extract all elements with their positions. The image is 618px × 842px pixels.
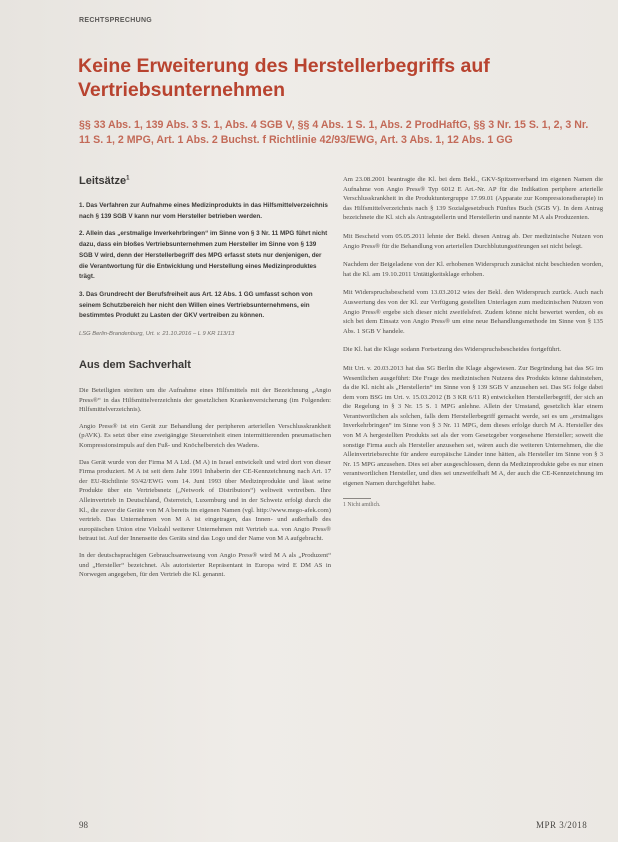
right-paragraph-1: Am 23.08.2001 beantragte die Kl. bei dem Bekl., GKV-Spitzenverband im eigenen Namen die Aufnahme von Angio Press® Typ 6012 E Art.-Nr. AP für die Indikation periphere arterielle Verschlusskrankheit in die Produktuntergruppe 17.99.01 (Apparate zur Kompressionstherapie) in das Hilfsmittelverzeichnis nach § 139 Sozialgesetzbuch Fünftes Buch (SGB V). In dem Antrag bezeichnete die Kl. sich als Antragstellerin und Herstellerin und nannte M A als Produzenten. (343, 176, 603, 222)
article-title: Keine Erweiterung des Herstellerbegriffs auf Vertriebsunternehmen (78, 55, 490, 101)
right-column (343, 175, 603, 508)
sachverhalt-body (79, 386, 331, 580)
right-paragraph-2: Mit Bescheid vom 05.05.2011 lehnte der Bekl. diesen Antrag ab. Der medizinische Nutzen von Angio Press® für die Behandlung von arteriellen Durchblutungsstörungen sei nicht belegt. (343, 232, 603, 250)
left-column (79, 175, 331, 587)
footnote: 1 Nicht amtlich. (343, 501, 381, 508)
sachverhalt-paragraph-1: Die Beteiligten streiten um die Aufnahme eines Hilfsmittels mit der Bezeichnung „Angio Press®“ in das Hilfsmittelverzeichnis der gesetzlichen Krankenversicherung (im Folgenden: Hilfsmittelverzeichnis). (79, 387, 331, 414)
footnote-marker: 1 (126, 175, 130, 182)
right-paragraph-3: Nachdem der Beigeladene von der Kl. erhobenen Widerspruch zunächst nicht beschieden worden, hat die Kl. am 19.10.2011 Untätigkeitsklage erhoben. (343, 261, 603, 278)
leitsaetze-list (79, 201, 331, 322)
leitsatz-2: 2. Allein das „erstmalige Inverkehrbringen“ im Sinne von § 3 Nr. 11 MPG führt nicht dazu, dass ein bloßes Vertriebsunternehmen zum Hersteller im Sinne von § 139 SGB V wird, denn der Herstellerbegriff des MPG erfasst stets nur denjenigen, der die Verantwortung für die Entwicklung und Herstellung eines Medizinproduktes trägt. (79, 230, 328, 281)
leitsaetze-heading-text: Leitsätze (79, 175, 127, 187)
leitsatz-1: 1. Das Verfahren zur Aufnahme eines Medizinprodukts in das Hilfsmittelverzeichnis nach § 139 SGB V kann nur vom Hersteller betrieben werden. (79, 202, 328, 220)
leitsatz-3: 3. Das Grundrecht der Berufsfreiheit aus Art. 12 Abs. 1 GG umfasst schon von seinem Schutzbereich her nicht den Willen eines Vertriebsunternehmens, ein bestimmtes Produkt zu Lasten der GKV vertreiben zu können. (79, 290, 313, 320)
journal-issue: MPR 3/2018 (536, 820, 588, 830)
sachverhalt-paragraph-3: Das Gerät wurde von der Firma M A Ltd. (M A) in Israel entwickelt und wird dort von dieser Firma produziert. M A ist seit dem Jahr 1991 Inhaberin der CE-Kennzeichnung nach Art. 17 der EU-Richtlinie 93/42/EWG vom 14. Juni 1993 über Medizinprodukte und lässt seine Produkte über ein Vertriebsnetz („Network of Distributors“) weltweit vertreiben. Ihre Alleinvertrieb in Deutschland, Österreich, Luxemburg und in der Schweiz erfolgt durch die Kl., die zuvor die Geräte von M A bereits im eigenen Namen (vgl. http://www.mego-afek.com) vertrieb. Das Unternehmen von M A ist eingetragen, das Innen- und außerhalb des europäischen Union eine Vielzahl weiterer Unternehmen mit Vertrieb u.a. von Angio Press® betraut ist. Auf der Innenseite des Geräts sind das Logo und der Name von M A aufgebracht. (79, 458, 331, 543)
sachverhalt-paragraph-4: In der deutschsprachigen Gebrauchsanweisung von Angio Press® wird M A als „Produzent“ und „Hersteller“ bezeichnet. Als autorisierter Repräsentant in Europa wird E DM AS in Norwegen angegeben, für den Vertrieb die Kl. genannt. (79, 551, 331, 579)
leitsaetze-heading (79, 175, 331, 187)
norm-references: §§ 33 Abs. 1, 139 Abs. 3 S. 1, Abs. 4 SGB V, §§ 4 Abs. 1 S. 1, Abs. 2 ProdHaftG, §§ 3 Nr. 15 S. 1, 2, 3 Nr. 11 S. 1, 2 MPG, Art. 1 Abs. 2 Buchst. f Richtlinie 42/93/EWG, Art. 3 Abs. 1, 12 Abs. 1 GG (79, 119, 589, 146)
right-paragraph-4: Mit Widerspruchsbescheid vom 13.03.2012 wies der Bekl. den Widerspruch zurück. Auch nach Auswertung des von der Kl. zur Verfügung gestellten Unterlagen zum medizinischen Nutzen von Angio Press® ergebe sich dieser nicht zweifelsfrei. Zudem könne nicht bewertet werden, ob es sich bei dem Einsatz von Angio Press® um eine neue Behandlungsmethode im Sinne von § 135 Abs. 1 SGB V handele. (343, 289, 603, 335)
page-number: 98 (79, 820, 88, 830)
court-citation: LSG Berlin-Brandenburg, Urt. v. 21.10.2016 – L 9 KR 113/13 (79, 331, 235, 338)
sachverhalt-paragraph-2: Angio Press® ist ein Gerät zur Behandlung der peripheren arteriellen Verschlusskrankheit (pAVK). Es setzt über eine zweigängige Steuereinheit einen intermittierenden pneumatischen Kompressionsimpuls auf den Fuß- und Knöchelbereich des Wadens. (79, 422, 331, 449)
sachverhalt-heading: Aus dem Sachverhalt (79, 359, 191, 372)
right-paragraph-5: Die Kl. hat die Klage sodann Fortsetzung des Widerspruchsbescheides fortgeführt. (343, 346, 562, 354)
footnote-divider (343, 498, 371, 499)
section-rubric: RECHTSPRECHUNG (79, 17, 153, 24)
right-paragraph-6: Mit Urt. v. 20.03.2013 hat das SG Berlin die Klage abgewiesen. Zur Begründung hat das SG im Wesentlichen ausgeführt: Die Frage des medizinischen Nutzens des Produkts könne dahinstehen, da die Kl. nicht als „Herstellerin“ im Sinne von § 139 SGB V anzusehen sei. Das SG folge dabei dem vom BSG im Urt. v. 15.03.2012 (B 3 KR 6/11 R) entwickelten Herstellerbegriff, der sich an die Regelung in § 3 Nr. 15 S. 1 MPG anlehne. Allein der Umstand, gesetzlich klar einem Verantwortlichen als solchen, falls dem Herstellerbegriff gemacht werde, sei es um „erstmaliges Inverkehrbringen“ im Sinne von § 3 Nr. 11 MPG, dem dieses erfolge durch M A. Hersteller des von M A hergestellten Produkts sei als der vom Gesetzgeber vorgesehene Hersteller; soweit die sonstige Firma auch als Hersteller anzusehen sei, wären auch die weiteren Unternehmen, die die Alleinvertriebsrechte für andere europäische Länder inne hätten, als Hersteller im Sinne von § 3 Nr. 15 MPG anzusehen. Dies sei aber ausgeschlossen, denn da Medizinprodukte gebe es nur einen verantwortlichen Hersteller, und dies sei unzweifelhaft M A, der auch die CE-Kennzeichnung im eigenen Namen durchgeführt habe. (343, 364, 603, 488)
